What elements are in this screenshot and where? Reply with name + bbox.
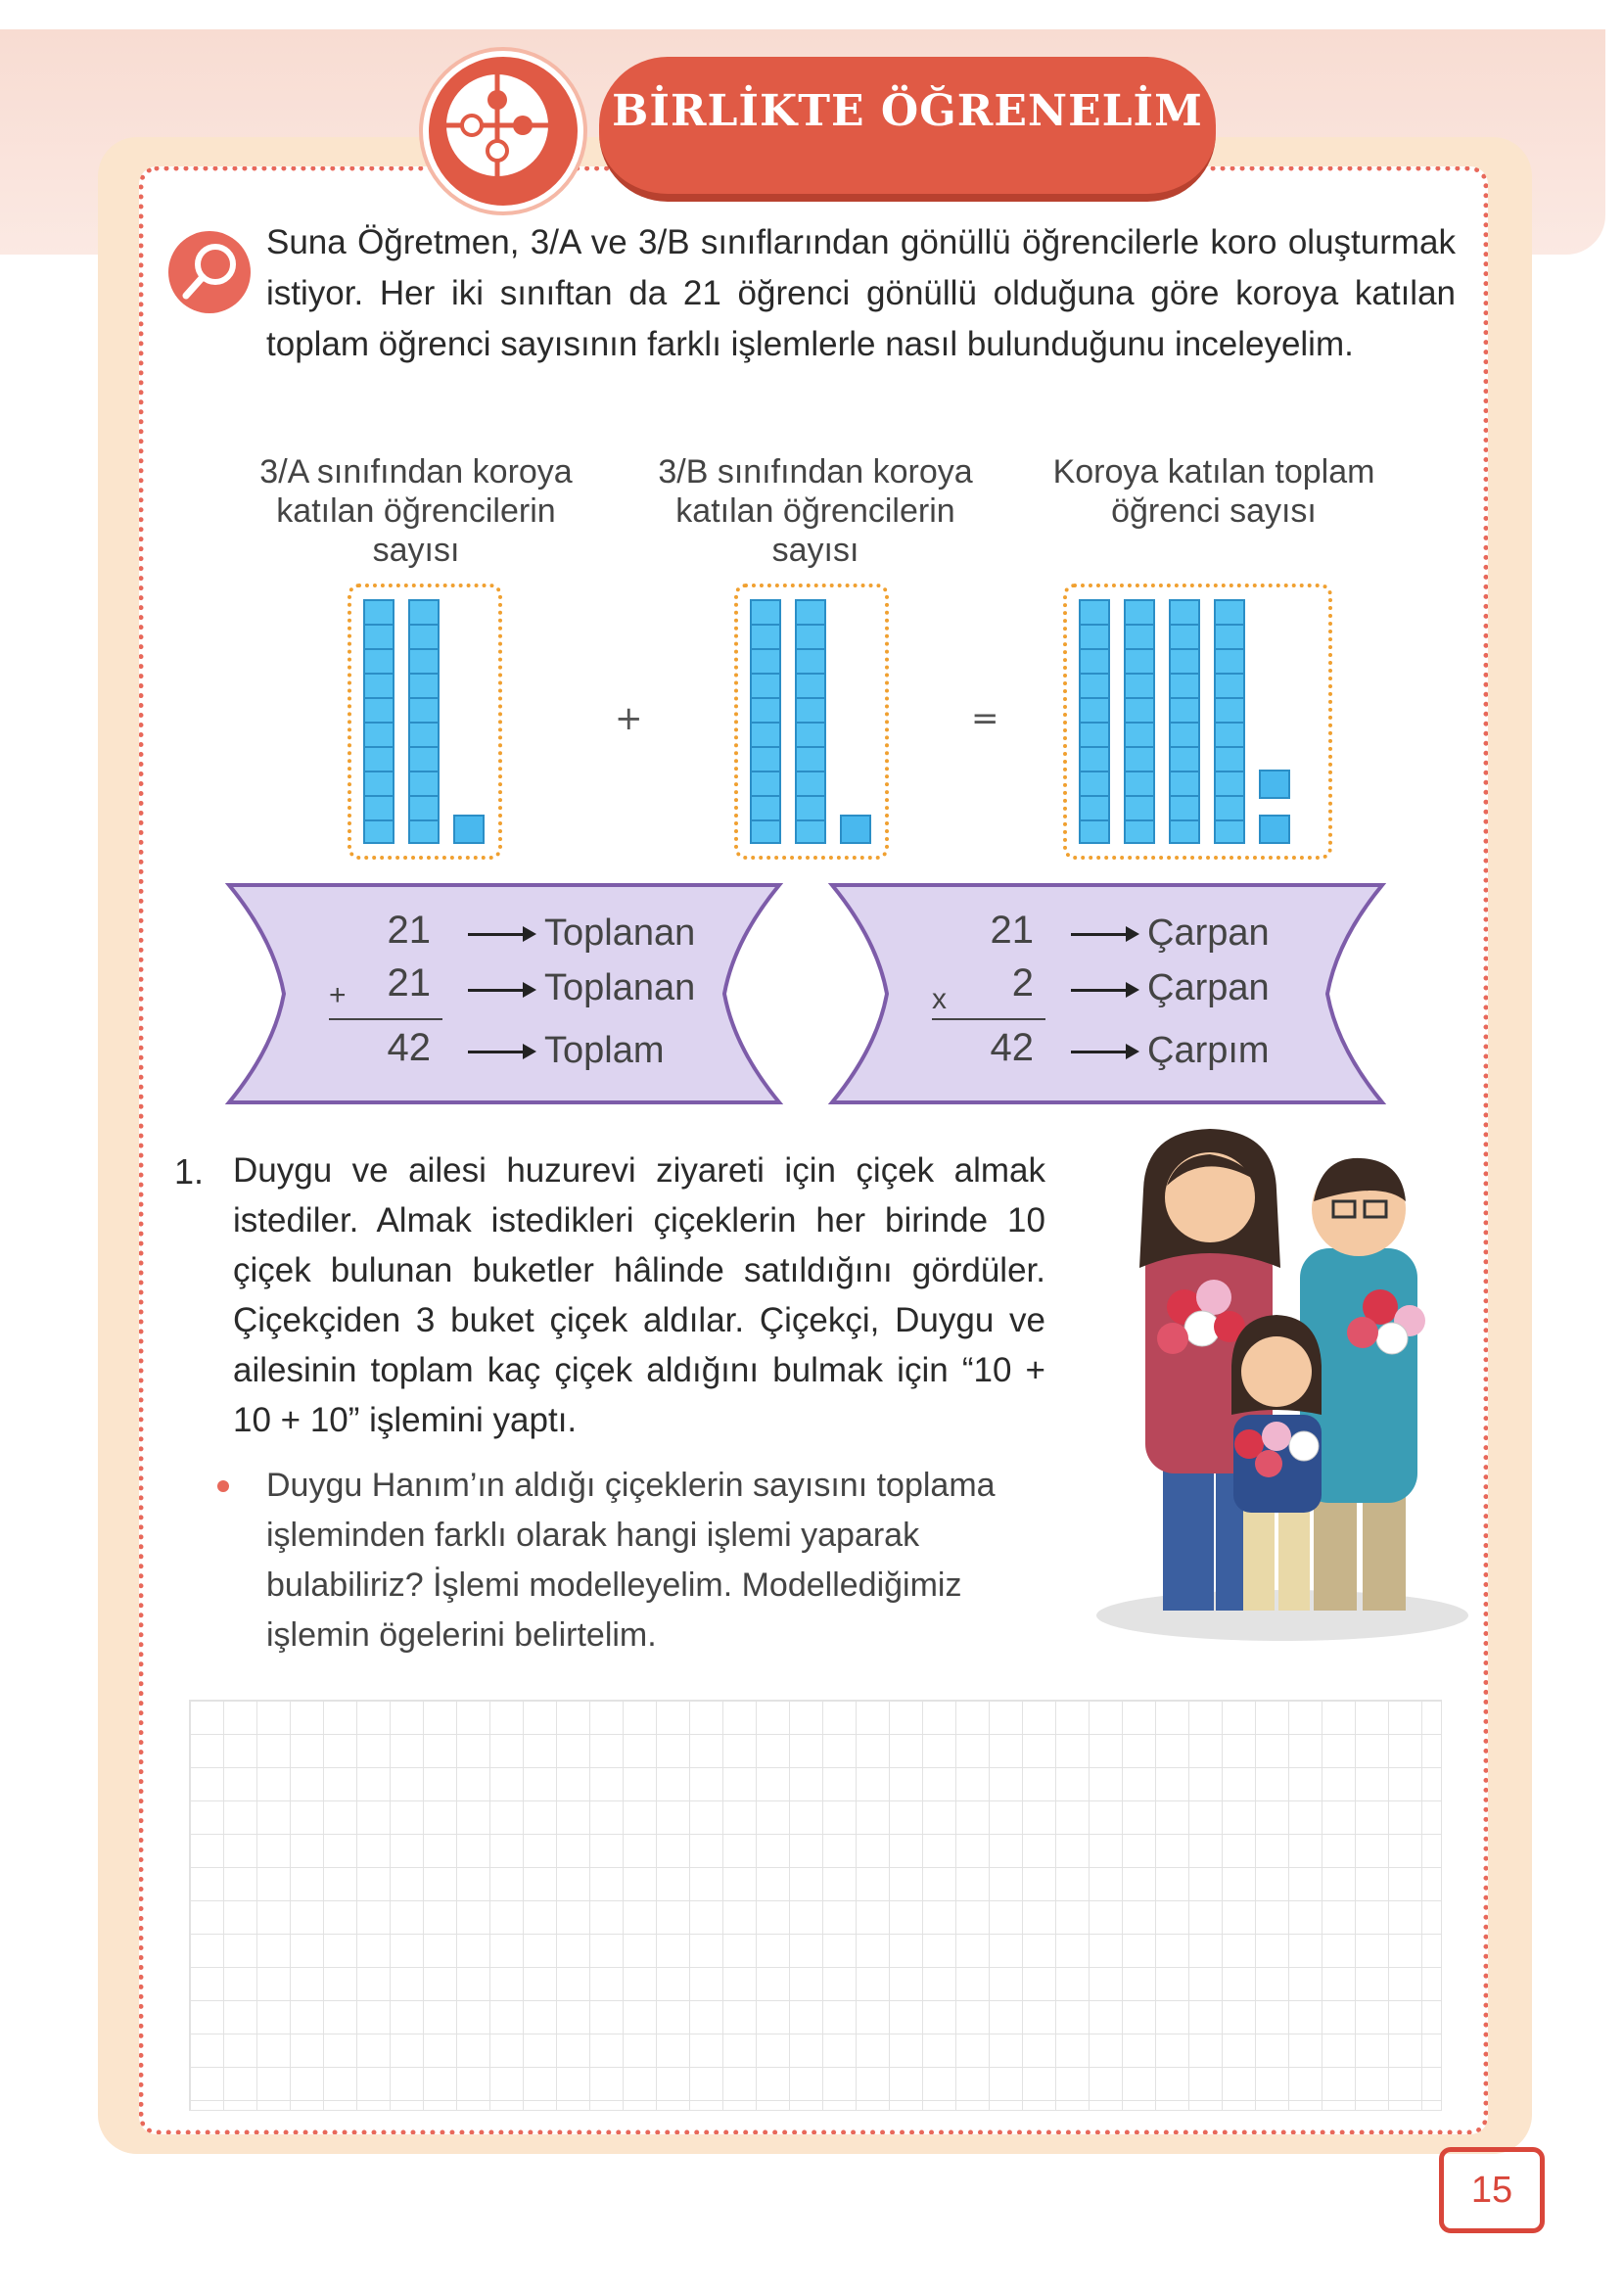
sum-line bbox=[329, 1018, 442, 1020]
puzzle-icon bbox=[423, 51, 583, 211]
times-operator: x bbox=[932, 983, 947, 1015]
answer-grid[interactable] bbox=[189, 1700, 1442, 2111]
plus-operator: + bbox=[329, 979, 347, 1011]
ten-rod bbox=[1079, 599, 1110, 844]
unit-cube bbox=[453, 815, 485, 844]
addend-2-term: Toplanan bbox=[544, 967, 696, 1008]
page-number: 15 bbox=[1439, 2147, 1545, 2233]
sum-value: 42 bbox=[387, 1026, 431, 1069]
arrow-icon bbox=[468, 989, 527, 992]
class-a-label: 3/A sınıfından koroya katılan öğrencilerin sayısı bbox=[259, 453, 573, 569]
arrow-icon bbox=[468, 933, 527, 936]
factor-2-term: Çarpan bbox=[1147, 967, 1270, 1008]
question-prompt: Duygu Hanım’ın aldığı çiçeklerin sayısını toplama işleminden farklı olarak hangi işlemi yaparak bulabiliriz? İşlemi modelleyelim. Modellediğimiz işlemin ögelerini belirtelim. bbox=[266, 1467, 996, 1654]
sum-term: Toplam bbox=[544, 1030, 665, 1071]
total-label: Koroya katılan toplam öğrenci sayısı bbox=[1052, 453, 1375, 530]
ten-rod bbox=[1124, 599, 1155, 844]
intro-paragraph: Suna Öğretmen, 3/A ve 3/B sınıflarından gönüllü öğrencilerle koro oluşturmak istiyor. Her iki sınıftan da 21 öğrenci gönüllü olduğuna göre koroya katılan toplam öğrenci sayısının farklı işlemlerle nasıl bulunduğunu inceleyelim. bbox=[266, 223, 1456, 363]
ten-rod bbox=[363, 599, 394, 844]
arrow-icon bbox=[468, 1051, 527, 1053]
product-line bbox=[932, 1018, 1045, 1020]
equals-sign: = bbox=[971, 699, 999, 738]
section-title: BİRLİKTE ÖĞRENELİM bbox=[612, 86, 1203, 136]
class-a-blocks bbox=[348, 584, 502, 860]
bullet-icon bbox=[217, 1480, 229, 1492]
ten-rod bbox=[795, 599, 826, 844]
product-value: 42 bbox=[990, 1026, 1034, 1069]
family-illustration bbox=[1087, 1121, 1478, 1650]
addend-1-term: Toplanan bbox=[544, 912, 696, 954]
ten-rod bbox=[408, 599, 440, 844]
magnifier-icon bbox=[168, 231, 251, 313]
addition-panel bbox=[225, 881, 783, 1106]
question-number: 1. bbox=[174, 1151, 205, 1192]
ten-rod bbox=[750, 599, 781, 844]
addend-2-value: 21 bbox=[387, 961, 431, 1005]
plus-sign: + bbox=[615, 699, 643, 738]
unit-cube bbox=[840, 815, 871, 844]
ten-rod bbox=[1169, 599, 1200, 844]
arrow-icon bbox=[1071, 1051, 1130, 1053]
total-blocks bbox=[1063, 584, 1332, 860]
unit-cube bbox=[1259, 770, 1290, 799]
arrow-icon bbox=[1071, 933, 1130, 936]
product-term: Çarpım bbox=[1147, 1030, 1270, 1071]
arrow-icon bbox=[1071, 989, 1130, 992]
factor-1-value: 21 bbox=[990, 909, 1034, 952]
question-text: Duygu ve ailesi huzurevi ziyareti için çiçek almak istediler. Almak istedikleri çiçeklerin her birinde 10 çiçek bulunan buketler hâlinde satıldığını gördüler. Çiçekçiden 3 buket çiçek aldılar. Çiçekçi, Duygu ve ailesinin toplam kaç çiçek aldığını bulmak için “10 + 10 + 10” işlemini yaptı. bbox=[233, 1151, 1045, 1439]
class-b-label: 3/B sınıfından koroya katılan öğrencilerin sayısı bbox=[658, 453, 973, 569]
ten-rod bbox=[1214, 599, 1245, 844]
factor-1-term: Çarpan bbox=[1147, 912, 1270, 954]
unit-cube bbox=[1259, 815, 1290, 844]
class-b-blocks bbox=[734, 584, 889, 860]
multiplication-panel bbox=[828, 881, 1386, 1106]
addend-1-value: 21 bbox=[387, 909, 431, 952]
factor-2-value: 2 bbox=[1011, 961, 1034, 1005]
